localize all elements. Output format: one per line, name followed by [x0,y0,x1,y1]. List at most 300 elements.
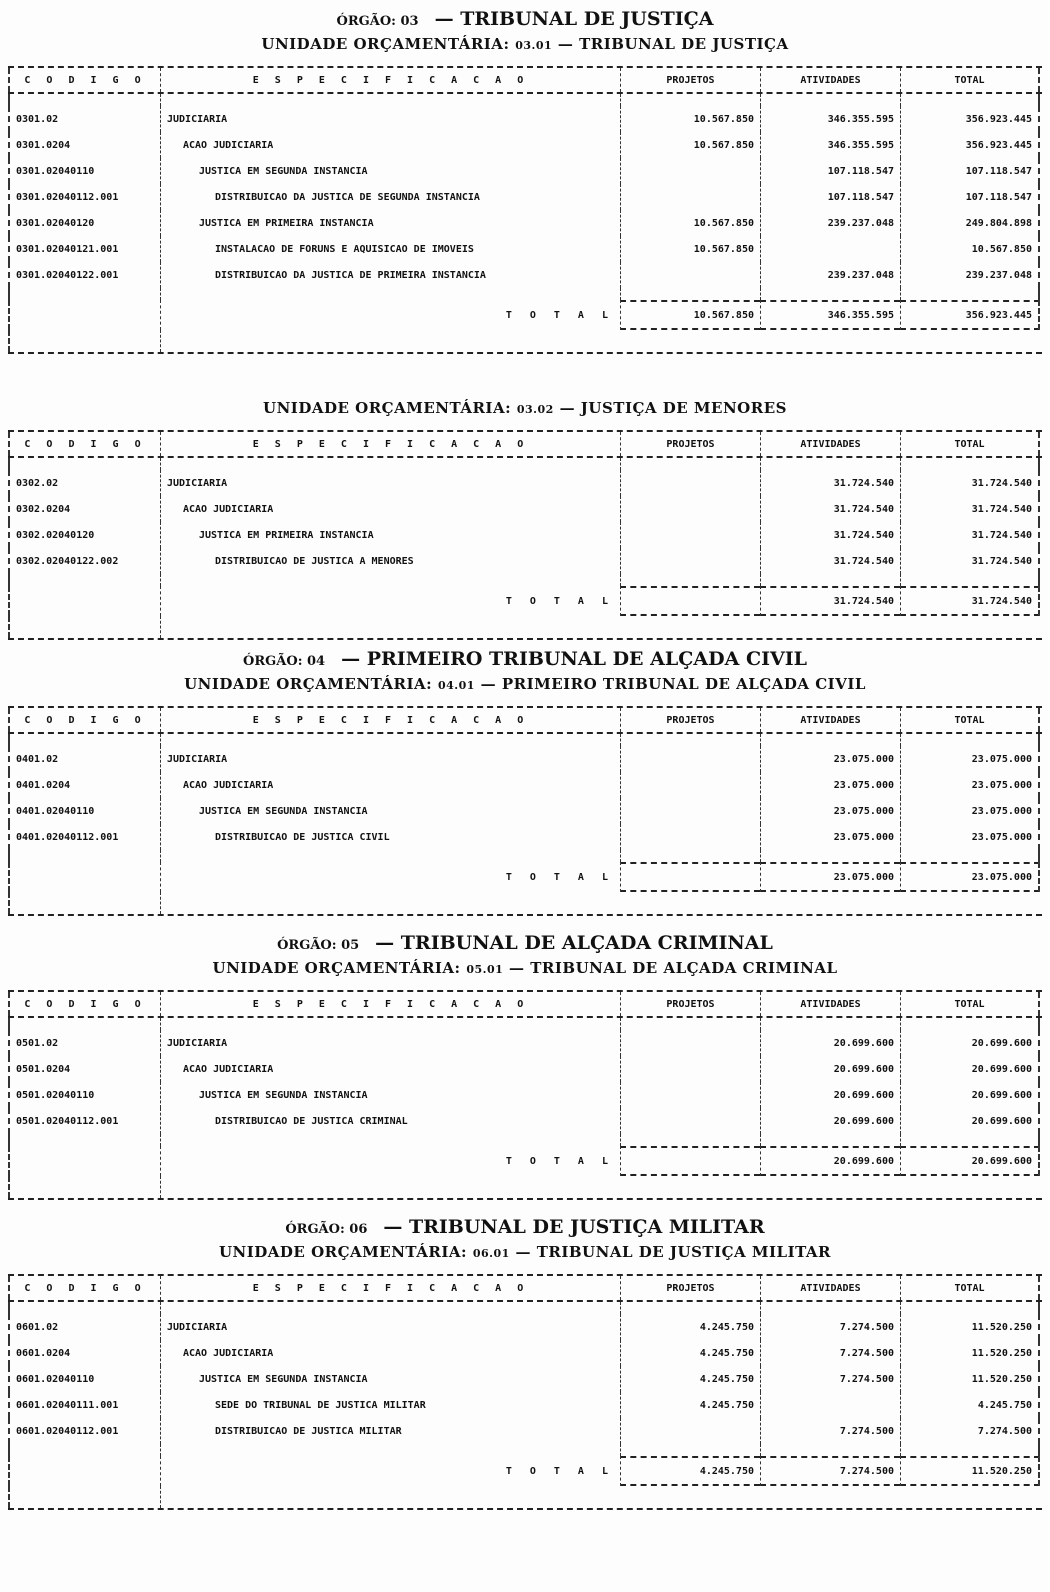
cell [160,1302,620,1314]
cell [160,892,620,914]
total-projetos [620,862,760,892]
table-row [8,1030,1042,1056]
total-total: 20.699.600 [900,1146,1040,1176]
especificacao-cell: INSTALACAO DE FORUNS E AQUISICAO DE IMOVEIS [160,236,620,262]
table-row [8,106,1042,132]
row-spacer [8,574,1042,586]
especificacao-cell: JUDICIARIA [160,106,620,132]
projetos-cell: 4.245.750 [620,1366,760,1392]
table-row [8,824,1042,850]
codigo-cell: 0302.02040120 [8,522,160,548]
column-header-projetos: PROJETOS [620,432,760,456]
atividades-cell: 346.355.595 [760,106,900,132]
atividades-cell: 31.724.540 [760,522,900,548]
atividades-cell: 31.724.540 [760,496,900,522]
total-cell: 31.724.540 [900,470,1040,496]
atividades-cell: 7.274.500 [760,1418,900,1444]
especificacao-cell: JUSTICA EM PRIMEIRA INSTANCIA [160,210,620,236]
projetos-cell [620,158,760,184]
orgao-label: ÓRGÃO: 04 [243,654,326,669]
table-row [8,1340,1042,1366]
projetos-cell [620,772,760,798]
total-cell: 356.923.445 [900,106,1040,132]
atividades-cell: 107.118.547 [760,184,900,210]
unidade-name: — TRIBUNAL DE JUSTIÇA MILITAR [515,1243,832,1261]
unidade-name: — TRIBUNAL DE ALÇADA CRIMINAL [509,959,838,977]
total-total: 31.724.540 [900,586,1040,616]
cell [900,330,1040,352]
total-label: T O T A L [160,862,620,892]
total-cell: 11.520.250 [900,1340,1040,1366]
atividades-cell: 23.075.000 [760,798,900,824]
total-cell: 107.118.547 [900,184,1040,210]
cell [900,892,1040,914]
cell [760,1444,900,1456]
cell [900,288,1040,300]
budget-section [0,930,1050,1200]
atividades-cell: 346.355.595 [760,132,900,158]
orgao-heading [0,6,1050,32]
especificacao-cell: DISTRIBUICAO DA JUSTICA DE PRIMEIRA INSTANCIA [160,262,620,288]
column-header-total: TOTAL [900,68,1040,92]
total-atividades: 31.724.540 [760,586,900,616]
orgao-heading [0,646,1050,672]
unidade-heading [0,396,1050,420]
column-header-atividades: ATIVIDADES [760,708,900,732]
orgao-heading [0,930,1050,956]
codigo-cell: 0601.02040110 [8,1366,160,1392]
budget-table [8,990,1042,1200]
cell [900,734,1040,746]
projetos-cell [620,548,760,574]
total-cell: 23.075.000 [900,824,1040,850]
cell [160,458,620,470]
total-row [8,586,1042,616]
total-cell: 7.274.500 [900,1418,1040,1444]
projetos-cell [620,746,760,772]
row-spacer [8,330,1042,352]
cell [160,850,620,862]
table-row [8,522,1042,548]
cell [900,1018,1040,1030]
cell [160,94,620,106]
total-cell: 11.520.250 [900,1314,1040,1340]
table-row [8,210,1042,236]
codigo-cell: 0601.02040112.001 [8,1418,160,1444]
projetos-cell: 4.245.750 [620,1340,760,1366]
cell [760,330,900,352]
atividades-cell: 31.724.540 [760,548,900,574]
total-label: T O T A L [160,586,620,616]
projetos-cell [620,1030,760,1056]
cell [900,616,1040,638]
especificacao-cell: JUSTICA EM SEGUNDA INSTANCIA [160,798,620,824]
column-header-projetos: PROJETOS [620,68,760,92]
total-cell: 356.923.445 [900,132,1040,158]
codigo-cell: 0501.02040112.001 [8,1108,160,1134]
cell [900,850,1040,862]
table-row [8,262,1042,288]
cell [900,1134,1040,1146]
total-total: 356.923.445 [900,300,1040,330]
total-cell: 11.520.250 [900,1366,1040,1392]
unidade-code: 03.01 [515,39,553,52]
cell [8,586,160,616]
unidade-name: — TRIBUNAL DE JUSTIÇA [557,35,789,53]
especificacao-cell: JUSTICA EM SEGUNDA INSTANCIA [160,1082,620,1108]
total-label: T O T A L [160,1456,620,1486]
unidade-label: UNIDADE ORÇAMENTÁRIA: [218,1243,468,1261]
codigo-cell: 0302.0204 [8,496,160,522]
row-spacer [8,1486,1042,1508]
codigo-cell: 0601.02040111.001 [8,1392,160,1418]
cell [8,330,160,352]
column-header-projetos: PROJETOS [620,708,760,732]
total-cell: 107.118.547 [900,158,1040,184]
especificacao-cell: JUDICIARIA [160,1030,620,1056]
unidade-name: — PRIMEIRO TRIBUNAL DE ALÇADA CIVIL [480,675,866,693]
column-header-total: TOTAL [900,992,1040,1016]
cell [620,1444,760,1456]
total-total: 23.075.000 [900,862,1040,892]
cell [760,892,900,914]
projetos-cell [620,1056,760,1082]
total-row [8,300,1042,330]
column-header-especificacao: E S P E C I F I C A C A O [160,992,620,1016]
especificacao-cell: ACAO JUDICIARIA [160,1340,620,1366]
codigo-cell: 0401.02 [8,746,160,772]
cell [760,850,900,862]
projetos-cell: 4.245.750 [620,1392,760,1418]
cell [160,288,620,300]
cell [900,94,1040,106]
atividades-cell: 20.699.600 [760,1030,900,1056]
atividades-cell: 23.075.000 [760,824,900,850]
table-header-row [8,992,1042,1018]
total-label: T O T A L [160,1146,620,1176]
cell [620,1302,760,1314]
cell [8,1444,160,1456]
cell [160,616,620,638]
table-row [8,1082,1042,1108]
total-cell: 10.567.850 [900,236,1040,262]
column-header-codigo: C O D I G O [8,68,160,92]
column-header-total: TOTAL [900,708,1040,732]
total-cell: 249.804.898 [900,210,1040,236]
unidade-code: 06.01 [472,1247,510,1260]
cell [620,734,760,746]
table-row [8,1314,1042,1340]
codigo-cell: 0401.0204 [8,772,160,798]
codigo-cell: 0301.0204 [8,132,160,158]
total-cell: 31.724.540 [900,496,1040,522]
unidade-label: UNIDADE ORÇAMENTÁRIA: [212,959,461,977]
projetos-cell [620,184,760,210]
cell [760,1018,900,1030]
table-row [8,470,1042,496]
atividades-cell: 20.699.600 [760,1108,900,1134]
projetos-cell [620,262,760,288]
column-header-projetos: PROJETOS [620,992,760,1016]
cell [760,616,900,638]
projetos-cell [620,798,760,824]
cell [160,330,620,352]
cell [160,1486,620,1508]
atividades-cell: 7.274.500 [760,1366,900,1392]
projetos-cell: 10.567.850 [620,132,760,158]
cell [160,1134,620,1146]
especificacao-cell: DISTRIBUICAO DE JUSTICA A MENORES [160,548,620,574]
cell [8,892,160,914]
cell [620,330,760,352]
cell [8,850,160,862]
cell [8,458,160,470]
especificacao-cell: ACAO JUDICIARIA [160,496,620,522]
unidade-label: UNIDADE ORÇAMENTÁRIA: [263,399,512,417]
cell [8,1176,160,1198]
atividades-cell: 20.699.600 [760,1056,900,1082]
cell [760,1302,900,1314]
row-spacer [8,1444,1042,1456]
total-cell: 23.075.000 [900,798,1040,824]
table-row [8,746,1042,772]
cell [8,1486,160,1508]
total-cell: 20.699.600 [900,1082,1040,1108]
cell [160,1176,620,1198]
orgao-name: — TRIBUNAL DE ALÇADA CRIMINAL [375,932,773,954]
cell [620,574,760,586]
cell [160,734,620,746]
cell [160,1018,620,1030]
atividades-cell: 23.075.000 [760,772,900,798]
atividades-cell: 23.075.000 [760,746,900,772]
cell [8,1302,160,1314]
row-spacer [8,1134,1042,1146]
row-spacer [8,458,1042,470]
total-atividades: 20.699.600 [760,1146,900,1176]
codigo-cell: 0301.02040110 [8,158,160,184]
cell [620,1018,760,1030]
projetos-cell [620,1108,760,1134]
total-atividades: 23.075.000 [760,862,900,892]
total-atividades: 7.274.500 [760,1456,900,1486]
table-row [8,158,1042,184]
table-row [8,1418,1042,1444]
cell [8,1146,160,1176]
total-cell: 31.724.540 [900,548,1040,574]
total-total: 11.520.250 [900,1456,1040,1486]
codigo-cell: 0302.02 [8,470,160,496]
cell [8,574,160,586]
cell [8,616,160,638]
table-row [8,1056,1042,1082]
cell [160,1444,620,1456]
especificacao-cell: JUSTICA EM PRIMEIRA INSTANCIA [160,522,620,548]
cell [8,300,160,330]
projetos-cell [620,522,760,548]
codigo-cell: 0501.02 [8,1030,160,1056]
cell [760,288,900,300]
budget-table [8,430,1042,640]
especificacao-cell: JUDICIARIA [160,1314,620,1340]
atividades-cell: 107.118.547 [760,158,900,184]
unidade-label: UNIDADE ORÇAMENTÁRIA: [261,35,510,53]
cell [760,1486,900,1508]
column-header-codigo: C O D I G O [8,708,160,732]
codigo-cell: 0601.0204 [8,1340,160,1366]
column-header-atividades: ATIVIDADES [760,68,900,92]
column-header-total: TOTAL [900,1276,1040,1300]
projetos-cell [620,824,760,850]
total-row [8,1146,1042,1176]
cell [8,734,160,746]
table-header-row [8,708,1042,734]
codigo-cell: 0301.02040121.001 [8,236,160,262]
row-spacer [8,288,1042,300]
table-row [8,184,1042,210]
cell [160,574,620,586]
table-row [8,1366,1042,1392]
especificacao-cell: JUDICIARIA [160,746,620,772]
codigo-cell: 0301.02 [8,106,160,132]
atividades-cell: 239.237.048 [760,210,900,236]
orgao-heading [0,1214,1050,1240]
cell [900,1444,1040,1456]
column-header-codigo: C O D I G O [8,1276,160,1300]
cell [760,574,900,586]
total-cell: 20.699.600 [900,1056,1040,1082]
column-header-projetos: PROJETOS [620,1276,760,1300]
orgao-label: ÓRGÃO: 03 [336,14,419,29]
unidade-code: 04.01 [437,679,475,692]
codigo-cell: 0501.0204 [8,1056,160,1082]
total-cell: 23.075.000 [900,772,1040,798]
especificacao-cell: JUSTICA EM SEGUNDA INSTANCIA [160,158,620,184]
especificacao-cell: JUDICIARIA [160,470,620,496]
atividades-cell: 7.274.500 [760,1340,900,1366]
cell [620,850,760,862]
total-cell: 4.245.750 [900,1392,1040,1418]
orgao-name: — TRIBUNAL DE JUSTIÇA [434,8,714,30]
cell [900,574,1040,586]
orgao-label: ÓRGÃO: 05 [277,938,360,953]
row-spacer [8,850,1042,862]
table-header-row [8,68,1042,94]
orgao-label: ÓRGÃO: 06 [285,1222,368,1237]
especificacao-cell: SEDE DO TRIBUNAL DE JUSTICA MILITAR [160,1392,620,1418]
column-header-atividades: ATIVIDADES [760,1276,900,1300]
row-spacer [8,734,1042,746]
unidade-name: — JUSTIÇA DE MENORES [559,399,787,417]
unidade-heading [0,32,1050,56]
column-header-especificacao: E S P E C I F I C A C A O [160,1276,620,1300]
atividades-cell: 239.237.048 [760,262,900,288]
cell [760,734,900,746]
cell [760,1176,900,1198]
codigo-cell: 0301.02040112.001 [8,184,160,210]
cell [760,458,900,470]
projetos-cell [620,496,760,522]
row-spacer [8,1018,1042,1030]
row-spacer [8,1176,1042,1198]
total-cell: 239.237.048 [900,262,1040,288]
column-header-especificacao: E S P E C I F I C A C A O [160,68,620,92]
unidade-code: 05.01 [466,963,504,976]
budget-section [0,1214,1050,1510]
cell [620,94,760,106]
budget-section [0,646,1050,916]
column-header-codigo: C O D I G O [8,992,160,1016]
cell [900,1486,1040,1508]
total-projetos: 10.567.850 [620,300,760,330]
especificacao-cell: DISTRIBUICAO DE JUSTICA CRIMINAL [160,1108,620,1134]
cell [620,616,760,638]
cell [8,288,160,300]
cell [760,94,900,106]
total-projetos [620,586,760,616]
especificacao-cell: ACAO JUDICIARIA [160,1056,620,1082]
table-header-row [8,432,1042,458]
column-header-total: TOTAL [900,432,1040,456]
codigo-cell: 0501.02040110 [8,1082,160,1108]
cell [900,458,1040,470]
total-projetos [620,1146,760,1176]
total-row [8,862,1042,892]
cell [620,1176,760,1198]
cell [620,288,760,300]
cell [8,1134,160,1146]
budget-section [0,6,1050,354]
total-projetos: 4.245.750 [620,1456,760,1486]
row-spacer [8,1302,1042,1314]
table-row [8,132,1042,158]
table-header-row [8,1276,1042,1302]
especificacao-cell: DISTRIBUICAO DE JUSTICA MILITAR [160,1418,620,1444]
row-spacer [8,94,1042,106]
row-spacer [8,892,1042,914]
projetos-cell: 10.567.850 [620,210,760,236]
especificacao-cell: DISTRIBUICAO DE JUSTICA CIVIL [160,824,620,850]
unidade-heading [0,956,1050,980]
orgao-name: — TRIBUNAL DE JUSTIÇA MILITAR [383,1216,765,1238]
unidade-label: UNIDADE ORÇAMENTÁRIA: [184,675,433,693]
cell [620,892,760,914]
projetos-cell: 10.567.850 [620,106,760,132]
codigo-cell: 0401.02040110 [8,798,160,824]
column-header-atividades: ATIVIDADES [760,432,900,456]
total-row [8,1456,1042,1486]
projetos-cell: 4.245.750 [620,1314,760,1340]
especificacao-cell: DISTRIBUICAO DA JUSTICA DE SEGUNDA INSTANCIA [160,184,620,210]
column-header-codigo: C O D I G O [8,432,160,456]
codigo-cell: 0401.02040112.001 [8,824,160,850]
especificacao-cell: ACAO JUDICIARIA [160,772,620,798]
column-header-atividades: ATIVIDADES [760,992,900,1016]
row-spacer [8,616,1042,638]
column-header-especificacao: E S P E C I F I C A C A O [160,432,620,456]
table-row [8,236,1042,262]
table-row [8,772,1042,798]
cell [8,1456,160,1486]
budget-table [8,1274,1042,1510]
cell [900,1176,1040,1198]
budget-section [0,396,1050,640]
total-cell: 20.699.600 [900,1030,1040,1056]
atividades-cell [760,1392,900,1418]
projetos-cell [620,1418,760,1444]
atividades-cell: 7.274.500 [760,1314,900,1340]
especificacao-cell: JUSTICA EM SEGUNDA INSTANCIA [160,1366,620,1392]
